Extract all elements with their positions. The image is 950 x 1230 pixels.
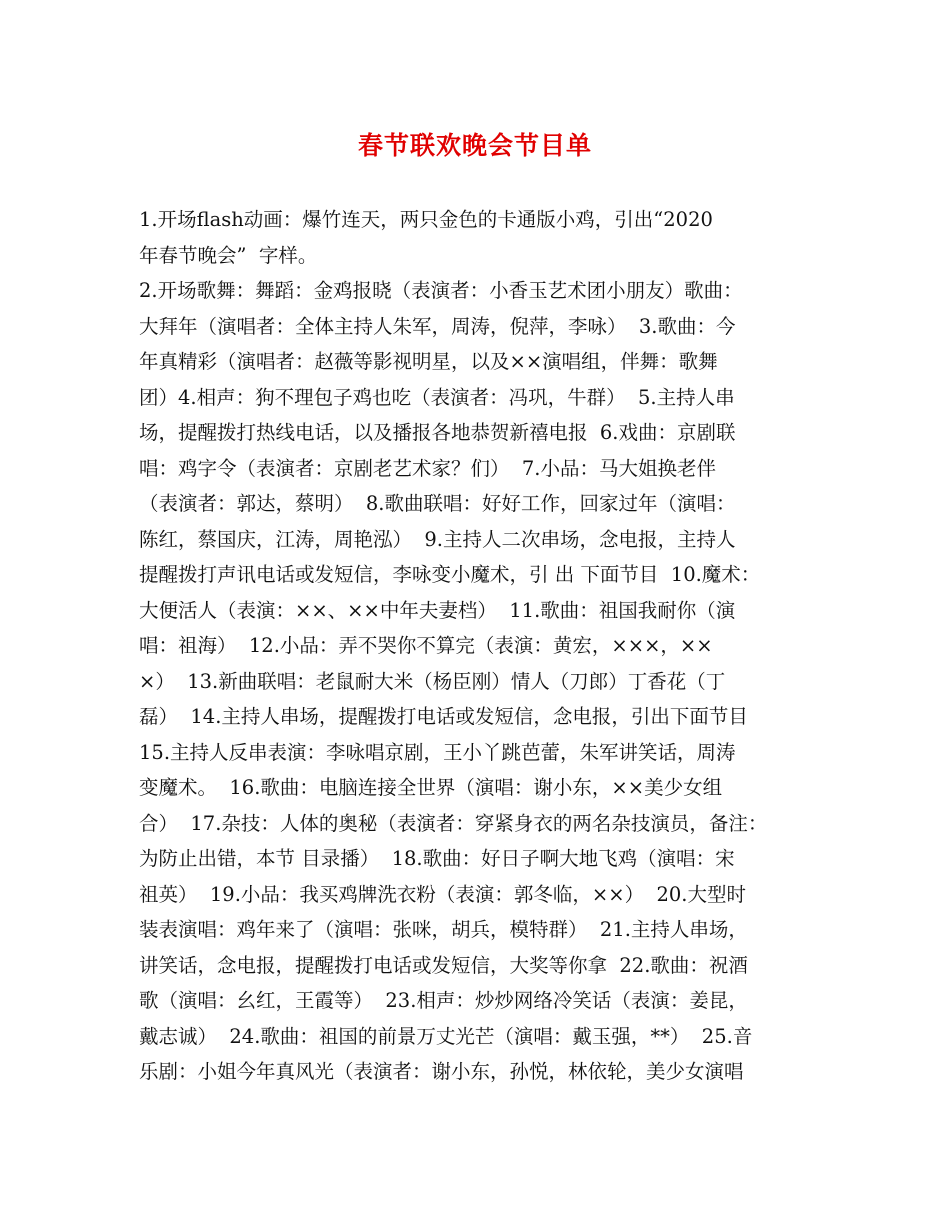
program-line: 乐剧：小姐今年真风光（表演者：谢小东，孙悦，林依轮，美少女演唱 [139,1060,744,1083]
program-line: 祖英） 19.小品：我买鸡牌洗衣粉（表演：郭冬临，××） 20.大型时 [139,882,746,906]
program-line: 年春节晚会” 字样。 [139,243,318,267]
program-line: 15.主持人反串表演：李咏唱京剧，王小丫跳芭蕾，朱军讲笑话，周涛 [139,740,736,764]
program-line: 大便活人（表演：××、××中年夫妻档） 11.歌曲：祖国我耐你（演 [139,598,736,622]
program-line: 合） 17.杂技：人体的奥秘（表演者：穿紧身衣的两名杂技演员，备注： [139,811,768,835]
program-line: 陈红，蔡国庆，江涛，周艳泓） 9.主持人二次串场，念电报，主持人 [139,527,736,551]
program-line: 场，提醒拨打热线电话，以及播报各地恭贺新禧电报 6.戏曲：京剧联 [139,421,736,444]
program-line: 变魔术。 16.歌曲：电脑连接全世界（演唱：谢小东，××美少女组 [139,776,723,799]
program-line: 2.开场歌舞：舞蹈：金鸡报晓（表演者：小香玉艺术团小朋友）歌曲： [139,279,743,302]
program-line: 戴志诚） 24.歌曲：祖国的前景万丈光芒（演唱：戴玉强，**） 25.音 [139,1024,753,1048]
program-line: 为防止出错，本节 目录播） 18.歌曲：好日子啊大地飞鸡（演唱：宋 [139,847,735,870]
program-line: 1.开场flash动画：爆竹连天，两只金色的卡通版小鸡，引出“2020 [139,208,713,231]
program-line: 磊） 14.主持人串场，提醒拨打电话或发短信，念电报，引出下面节目 [139,705,748,728]
program-line: ×） 13.新曲联唱：老鼠耐大米（杨臣刚）情人（刀郎）丁香花（丁 [139,669,726,693]
program-line: 唱：鸡字令（表演者：京剧老艺术家？们） 7.小品：马大姐换老伴 [139,456,717,480]
program-line: 年真精彩（演唱者：赵薇等影视明星，以及××演唱组，伴舞：歌舞 [139,350,718,373]
program-line: 装表演唱：鸡年来了（演唱：张咪，胡兵，模特群） 21.主持人串场， [139,918,748,941]
program-line: 大拜年（演唱者：全体主持人朱军，周涛，倪萍，李咏） 3.歌曲：今 [139,314,736,338]
document-title: 春节联欢晚会节目单 [357,131,592,160]
program-list [139,202,829,1090]
program-line: （表演者：郭达，蔡明） 8.歌曲联唱：好好工作，回家过年（演唱： [139,492,736,515]
program-line: 提醒拨打声讯电话或发短信，李咏变小魔术，引 出 下面节目 10.魔术： [139,563,761,586]
program-line: 团）4.相声：狗不理包子鸡也吃（表演者：冯巩，牛群） 5.主持人串 [139,385,735,409]
program-line: 唱：祖海） 12.小品：弄不哭你不算完（表演：黄宏，×××，×× [139,634,713,657]
program-line: 歌（演唱：幺红，王霞等） 23.相声：炒炒网络冷笑话（表演：姜昆， [139,989,748,1012]
program-line: 讲笑话，念电报，提醒拨打电话或发短信，大奖等你拿 22.歌曲：祝酒 [139,953,748,977]
